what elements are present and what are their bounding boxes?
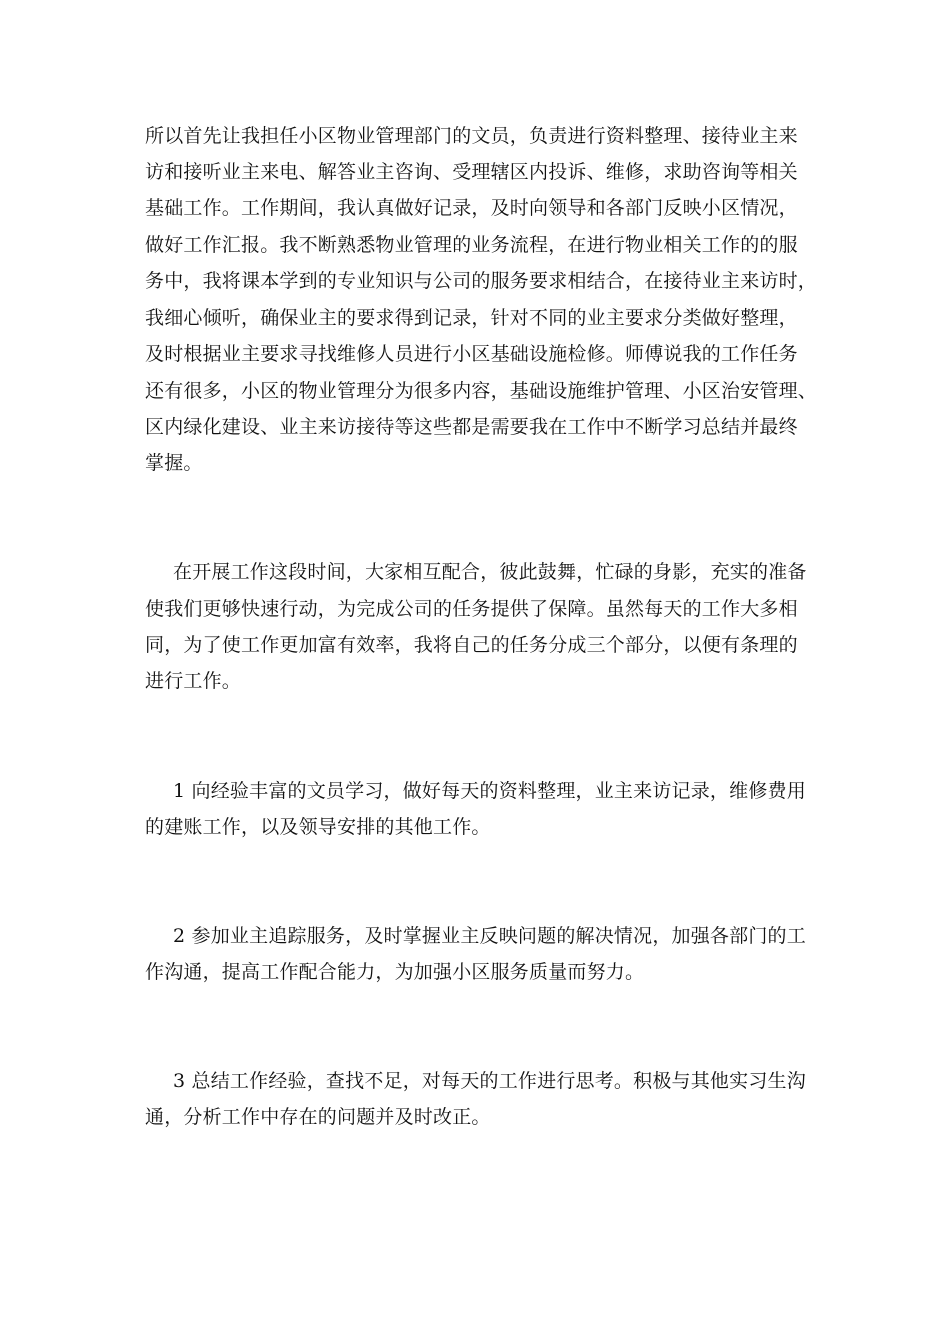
paragraph-1-line-4: 做好工作汇报。我不断熟悉物业管理的业务流程，在进行物业相关工作的的服	[145, 234, 798, 256]
paragraph-1-line-6: 我细心倾听，确保业主的要求得到记录，针对不同的业主要求分类做好整理，	[145, 307, 798, 329]
paragraph-1-line-5: 务中，我将课本学到的专业知识与公司的服务要求相结合，在接待业主来访时，	[145, 270, 818, 292]
paragraph-1-line-3: 基础工作。工作期间，我认真做好记录，及时向领导和各部门反映小区情况，	[145, 197, 798, 219]
paragraph-1-line-8: 还有很多，小区的物业管理分为很多内容，基础设施维护管理、小区治安管理、	[145, 380, 818, 402]
paragraph-1-line-1: 所以首先让我担任小区物业管理部门的文员，负责进行资料整理、接待业主来	[145, 125, 798, 147]
paragraph-1-line-10: 掌握。	[145, 452, 203, 474]
list-item-3-line-2: 通，分析工作中存在的问题并及时改正。	[145, 1106, 491, 1128]
paragraph-1-line-2: 访和接听业主来电、解答业主咨询、受理辖区内投诉、维修，求助咨询等相关	[145, 161, 798, 183]
paragraph-2-line-1: 在开展工作这段时间，大家相互配合，彼此鼓舞，忙碌的身影，充实的准备	[173, 561, 807, 583]
list-item-3-line-1: 3 总结工作经验，查找不足，对每天的工作进行思考。积极与其他实习生沟	[173, 1070, 806, 1092]
list-item-1-line-2: 的建账工作，以及领导安排的其他工作。	[145, 816, 491, 838]
list-item-1-line-1: 1 向经验丰富的文员学习，做好每天的资料整理，业主来访记录，维修费用	[173, 780, 806, 802]
list-item-2-line-1: 2 参加业主追踪服务，及时掌握业主反映问题的解决情况，加强各部门的工	[173, 925, 806, 947]
paragraph-2-line-3: 同，为了使工作更加富有效率，我将自己的任务分成三个部分，以便有条理的	[145, 634, 798, 656]
paragraph-1-line-9: 区内绿化建设、业主来访接待等这些都是需要我在工作中不断学习总结并最终	[145, 416, 798, 438]
paragraph-2-line-4: 进行工作。	[145, 670, 242, 692]
paragraph-2-line-2: 使我们更够快速行动，为完成公司的任务提供了保障。虽然每天的工作大多相	[145, 598, 798, 620]
list-item-2-line-2: 作沟通，提高工作配合能力，为加强小区服务质量而努力。	[145, 961, 645, 983]
paragraph-1-line-7: 及时根据业主要求寻找维修人员进行小区基础设施检修。师傅说我的工作任务	[145, 343, 798, 365]
